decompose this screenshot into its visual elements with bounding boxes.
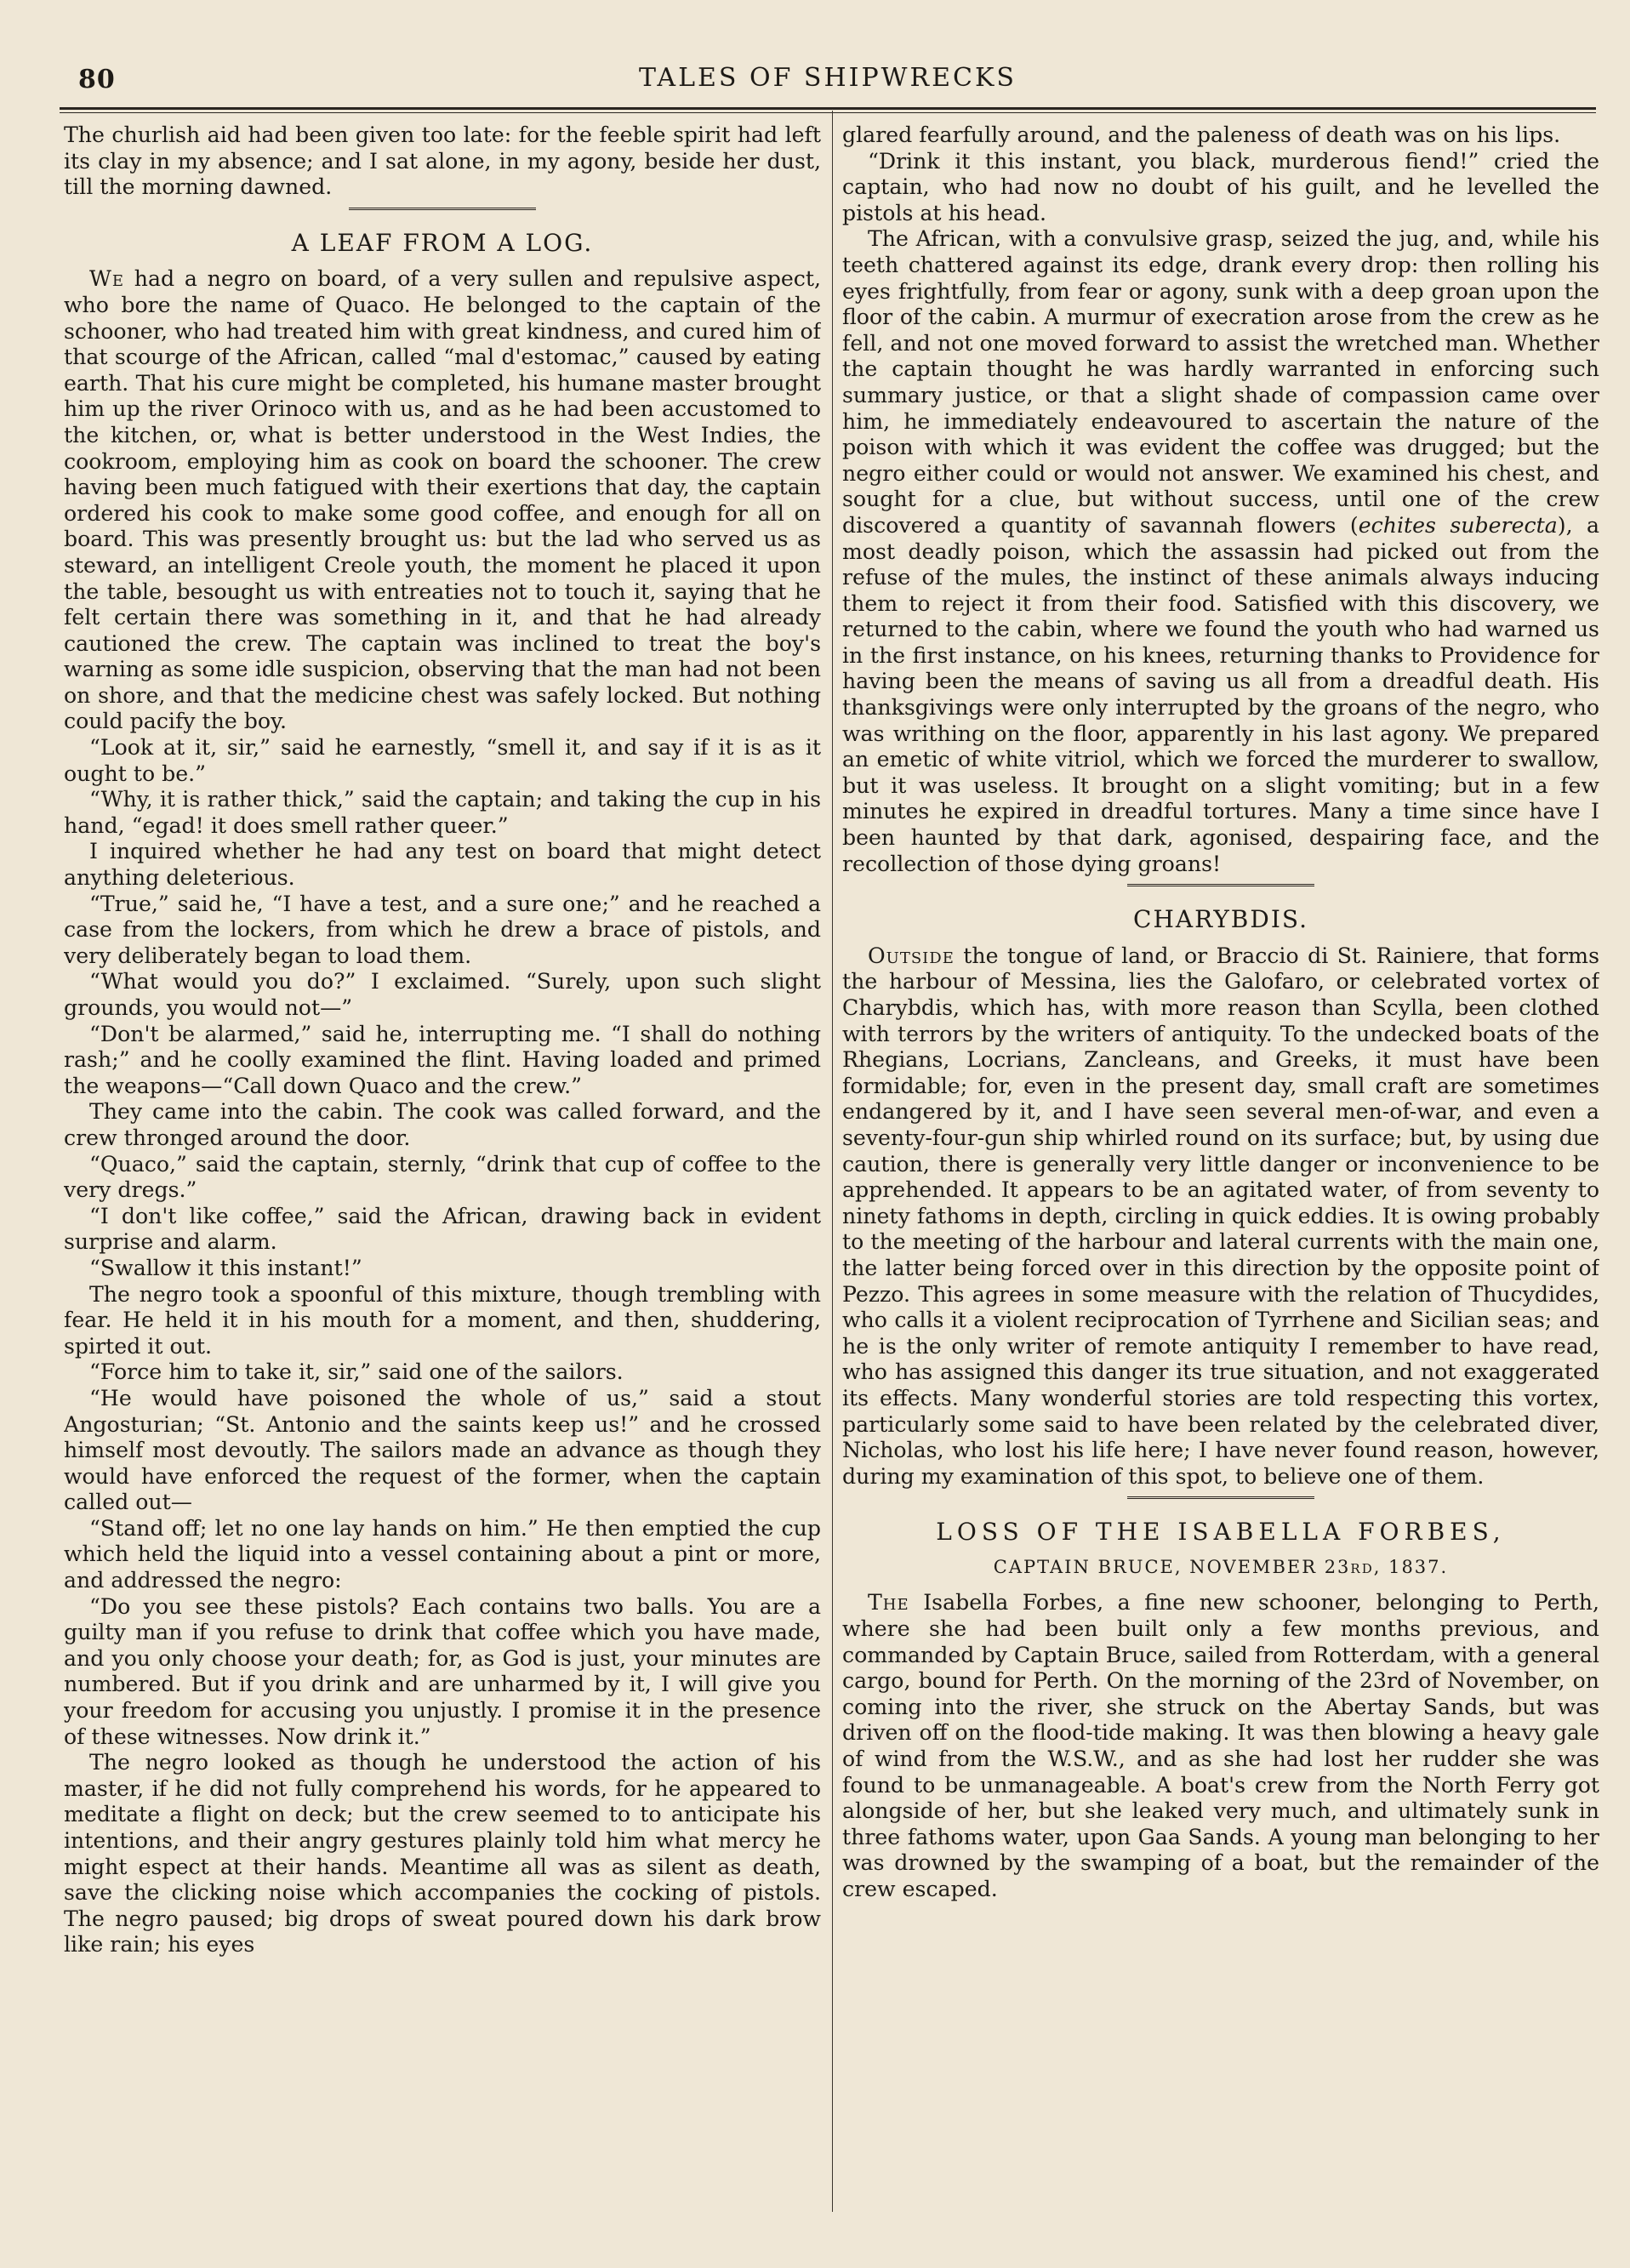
paragraph-text: The African, with a convulsive grasp, seized the jug, and, while his teeth chattered against its edge, drank every drop: then rolling his eyes frightfully, from fear or agony, sunk with a deep groan upon the floor of the cabin. A murmur of execration arose from the crew as he fell, and not one moved forward to assist the wretched man. Whether the captain thought he was hardly warranted in enforcing such summary justice, or that a slight shade of compassion came over him, he immediately endeavoured to ascertain the nature of the poison with which it was evident the coffee was drugged; but the negro either could or would not answer. We examined his chest, and sought for a clue, but without success, until one of the crew discovered a quantity of savannah flowers ( (842, 226, 1599, 538)
intro-paragraph: The churlish aid had been given too late: for the feeble spirit had left its clay in my absence; and I sat alone, in my agony, beside her dust, till the morning dawned. (64, 123, 821, 200)
lead-word: Outside (868, 943, 955, 968)
paragraph: The negro looked as though he understood the action of his master, if he did not fully comprehend his words, for he appeared to meditate a flight on deck; but the crew seemed to to anticipate his intentions, and their angry gestures plainly told him what mercy he might espect at their hands. Meantime all was as silent as death, save the clicking noise which accompanies the cocking of pistols. The negro paused; big drops of sweat poured down his dark brow like rain; his eyes (64, 1750, 821, 1957)
page-number: 80 (78, 65, 116, 94)
section-title-leaf-from-a-log: A LEAF FROM A LOG. (291, 228, 594, 257)
paragraph: “Stand off; let no one lay hands on him.” He then emptied the cup which held the liquid into a vessel containing about a pint or more, and addressed the negro: (64, 1515, 821, 1593)
paragraph (64, 266, 821, 735)
botanical-name: echites suberecta (1358, 512, 1558, 538)
section-separator (349, 208, 536, 219)
paragraph-text: the tongue of land, or Braccio di St. Rainiere, that forms the harbour of Messina, lies the Galofaro, or celebrated vortex of Charybdis, which has, with more reason than Scylla, been clothed with terrors by the writers of antiquity. To the undecked boats of the Rhegians, Locrians, Zancleans, and Greeks, it must have been formidable; for, even in the present day, small craft are sometimes endangered by it, and I have seen several men-of-war, and even a seventy-four-gun ship whirled round on its surface; but, by using due caution, there is generally very little danger or inconvenience to be apprehended. It appears to be an agitated water, of from seventy to ninety fathoms in depth, circling in quick eddies. It is owing probably to the meeting of the harbour and lateral currents with the main one, the latter being forced over in this direction by the opposite point of Pezzo. This agrees in some measure with the relation of Thucydides, who calls it a violent reciprocation of Tyrrhene and Sicilian seas; and he is the only writer of remote antiquity I remember to have read, who has assigned this danger its true situation, and not exaggerated its effects. Many wonderful stories are told respecting this vortex, particularly some said to have been related by the celebrated diver, Nicholas, who lost his life here; I have never found reason, however, during my examination of this spot, to believe one of them. (842, 943, 1599, 1489)
paragraph: “Quaco,” said the captain, sternly, “drink that cup of coffee to the very dregs.” (64, 1151, 821, 1203)
running-title: TALES OF SHIPWRECKS (639, 63, 1017, 93)
paragraph (842, 226, 1599, 877)
lead-word: We (89, 266, 125, 292)
paragraph: “Look at it, sir,” said he earnestly, “smell it, and say if it is as it ought to be.” (64, 735, 821, 786)
paragraph: “Force him to take it, sir,” said one of the sailors. (89, 1359, 624, 1385)
paragraph: I inquired whether he had any test on board that might detect anything deleterious. (64, 839, 821, 891)
right-column (842, 123, 1599, 2232)
paragraph: “Do you see these pistols? Each contains two balls. You are a guilty man if you refuse to drink that coffee which you have made, and you only choose your death; for, as God is just, your minutes are numbered. But if you drink and are unharmed by it, I will give you your freedom for accusing you unjustly. I promise it in the presence of these witnesses. Now drink it.” (64, 1593, 821, 1749)
section-separator (1127, 884, 1314, 895)
section-separator (1127, 1496, 1314, 1507)
paragraph (842, 943, 1599, 1490)
paragraph: glared fearfully around, and the paleness of death was on his lips. (842, 123, 1561, 147)
paragraph-text: Isabella Forbes, a fine new schooner, belonging to Perth, where she had been built only a few months previous, and commanded by Captain Bruce, sailed from Rotterdam, with a general cargo, bound for Perth. On the morning of the 23rd of November, on coming into the river, she struck on the Abertay Sands, but was driven off on the flood-tide making. It was then blowing a heavy gale of wind from the W.S.W., and as she had lost her rudder she was found to be unmanageable. A boat's crew from the North Ferry got alongside of her, but she leaked very much, and ultimately sunk in three fathoms water, upon Gaa Sands. A young man belonging to her was drowned by the swamping of a boat, but the remainder of the crew escaped. (842, 1590, 1599, 1901)
lead-word: The (868, 1590, 909, 1616)
left-column (64, 123, 821, 2232)
paragraph: “Don't be alarmed,” said he, interrupting me. “I shall do nothing rash;” and he coolly examined the flint. Having loaded and primed the weapons—“Call down Quaco and the crew.” (64, 1021, 821, 1098)
paragraph: The negro took a spoonful of this mixture, though trembling with fear. He held it in his mouth for a moment, and then, shuddering, spirted it out. (64, 1281, 821, 1359)
section-title-isabella-forbes: LOSS OF THE ISABELLA FORBES, (936, 1518, 1506, 1547)
paragraph-text: ), a most deadly poison, which the assassin had picked out from the refuse of the mules, the instinct of these animals always inducing them to reject it from their food. Satisfied with this discovery, we returned to the cabin, where we found the youth who had warned us in the first instance, on his knees, returning thanks to Providence for having been the means of saving us all from a dreadful death. His thanksgivings were only interrupted by the groans of the negro, who was writhing on the floor, apparently in his last agony. We prepared an emetic of white vitriol, which we forced the murderer to swallow, but it was useless. It brought on a slight vomiting; but in a few minutes he expired in dreadful tortures. Many a time since have I been haunted by that dark, agonised, despairing face, and the recollection of those dying groans! (842, 512, 1599, 876)
page-header (60, 60, 1596, 104)
paragraph: “Why, it is rather thick,” said the captain; and taking the cup in his hand, “egad! it does smell rather queer.” (64, 787, 821, 838)
paragraph: “He would have poisoned the whole of us,” said a stout Angosturian; “St. Antonio and the saints keep us!” and he crossed himself most devoutly. The sailors made an advance as though they would have enforced the request of the former, when the captain called out— (64, 1385, 821, 1515)
section-title-charybdis: CHARYBDIS. (1133, 905, 1308, 934)
column-divider (832, 111, 833, 2212)
paragraph: “Drink it this instant, you black, murderous fiend!” cried the captain, who had now no doubt of his guilt, and he levelled the pistols at his head. (842, 148, 1599, 225)
header-rule (60, 107, 1596, 113)
paragraph: “True,” said he, “I have a test, and a sure one;” and he reached a case from the lockers, from which he drew a brace of pistols, and very deliberately began to load them. (64, 891, 821, 968)
paragraph: “I don't like coffee,” said the African, drawing back in evident surprise and alarm. (64, 1203, 821, 1255)
paragraph: They came into the cabin. The cook was called forward, and the crew thronged around the door. (64, 1099, 821, 1150)
section-subtitle: CAPTAIN BRUCE, NOVEMBER 23rd, 1837. (993, 1556, 1449, 1577)
paragraph: “What would you do?” I exclaimed. “Surely, upon such slight grounds, you would not—” (64, 969, 821, 1020)
paragraph-text: had a negro on board, of a very sullen and repulsive aspect, who bore the name of Quaco. He belonged to the captain of the schooner, who had treated him with great kindness, and cured him of that scourge of the African, called “mal d'estomac,” caused by eating earth. That his cure might be completed, his humane master brought him up the river Orinoco with us, and as he had been accustomed to the kitchen, or, what is better understood in the West Indies, the cookroom, employing him as cook on board the schooner. The crew having been much fatigued with their exertions that day, the captain ordered his cook to make some good coffee, and enough for all on board. This was presently brought us: but the lad who served us as steward, an intelligent Creole youth, the moment he placed it upon the table, besought us with entreaties not to touch it, saying that he felt certain there was something in it, and that he had already cautioned the crew. The captain was inclined to treat the boy's warning as some idle suspicion, observing that the man had not been on shore, and that the medicine chest was safely locked. But nothing could pacify the boy. (64, 266, 821, 734)
paragraph: “Swallow it this instant!” (89, 1255, 362, 1280)
paragraph (842, 1590, 1599, 1902)
